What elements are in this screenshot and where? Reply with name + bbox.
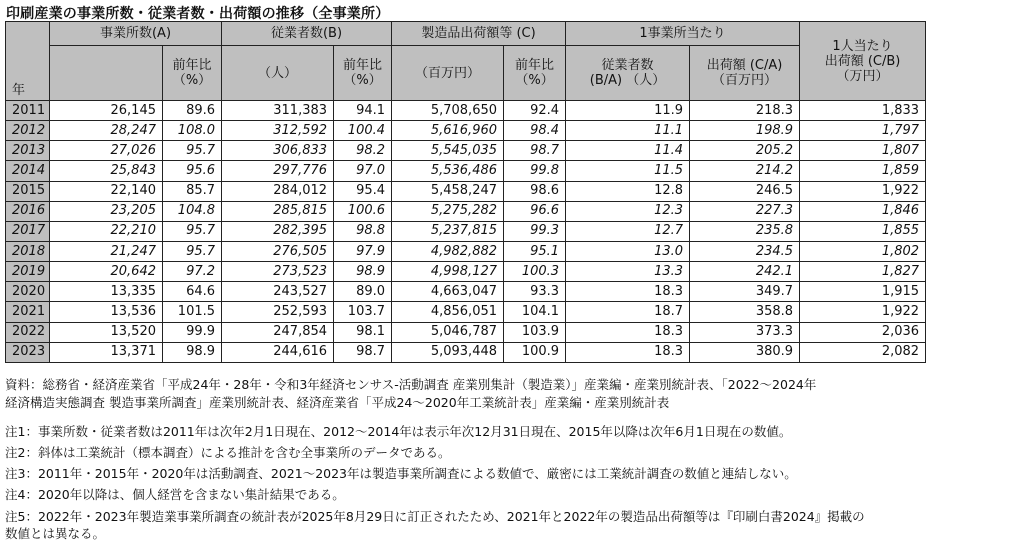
- year-column-header: 年: [6, 22, 50, 101]
- cell-ship-yoy: 104.1: [504, 302, 566, 322]
- cell-emp-yoy: 97.9: [334, 241, 392, 261]
- cell-est-yoy: 97.2: [163, 262, 222, 282]
- cell-emp-yoy: 100.4: [334, 121, 392, 141]
- cell-est-yoy: 95.7: [163, 241, 222, 261]
- cell-est: 21,247: [50, 241, 163, 261]
- cell-emp: 276,505: [222, 241, 334, 261]
- cell-ship-per-est: 214.2: [690, 161, 800, 181]
- cell-est: 25,843: [50, 161, 163, 181]
- cell-ship: 5,046,787: [392, 322, 504, 342]
- cell-ship-per-person: 1,922: [800, 181, 926, 201]
- cell-emp-per-est: 18.7: [566, 302, 690, 322]
- cell-emp-yoy: 97.0: [334, 161, 392, 181]
- establishments-subheader: [50, 46, 163, 101]
- cell-ship-per-person: 1,859: [800, 161, 926, 181]
- table-body: [6, 101, 926, 363]
- cell-est: 22,140: [50, 181, 163, 201]
- employees-unit-header: （人）: [222, 46, 334, 101]
- cell-ship-yoy: 99.3: [504, 221, 566, 241]
- cell-est-yoy: 89.6: [163, 101, 222, 121]
- cell-est: 22,210: [50, 221, 163, 241]
- cell-ship-yoy: 100.3: [504, 262, 566, 282]
- cell-ship-yoy: 96.6: [504, 201, 566, 221]
- cell-ship: 5,275,282: [392, 201, 504, 221]
- cell-emp-per-est: 12.3: [566, 201, 690, 221]
- cell-est: 13,371: [50, 342, 163, 362]
- year-cell: 2018: [6, 241, 50, 261]
- cell-emp-yoy: 89.0: [334, 282, 392, 302]
- cell-ship-per-est: 198.9: [690, 121, 800, 141]
- cell-ship: 4,856,051: [392, 302, 504, 322]
- cell-ship-per-person: 1,827: [800, 262, 926, 282]
- table-title: 印刷産業の事業所数・従業者数・出荷額の推移（全事業所）: [6, 6, 390, 22]
- cell-emp: 247,854: [222, 322, 334, 342]
- year-cell: 2012: [6, 121, 50, 141]
- cell-emp: 282,395: [222, 221, 334, 241]
- cell-emp-yoy: 98.8: [334, 221, 392, 241]
- cell-est-yoy: 99.9: [163, 322, 222, 342]
- per-person-header-line3: （万円）: [836, 68, 889, 84]
- note-5-line1: 注5：2022年・2023年製造業事業所調査の統計表が2025年8月29日に訂正されたため、2021年と2022年の製造品出荷額等は『印刷白書2024』掲載の: [5, 509, 865, 524]
- cell-est: 13,536: [50, 302, 163, 322]
- yoy-label: 前年比: [343, 58, 383, 73]
- employees-header: 従業者数(B): [222, 22, 392, 46]
- cell-ship-per-est: 373.3: [690, 322, 800, 342]
- cell-ship-per-person: 1,802: [800, 241, 926, 261]
- table-row: [6, 121, 926, 141]
- cell-emp: 306,833: [222, 141, 334, 161]
- cell-emp: 285,815: [222, 201, 334, 221]
- cell-emp-per-est: 11.1: [566, 121, 690, 141]
- cell-emp-yoy: 98.9: [334, 262, 392, 282]
- cell-ship-yoy: 100.9: [504, 342, 566, 362]
- cell-ship-per-person: 1,797: [800, 121, 926, 141]
- cell-ship-per-person: 1,833: [800, 101, 926, 121]
- cell-ship-per-est: 242.1: [690, 262, 800, 282]
- per-establishment-header: 1事業所当たり: [566, 22, 800, 46]
- cell-ship: 5,708,650: [392, 101, 504, 121]
- cell-emp-per-est: 12.7: [566, 221, 690, 241]
- ship-per-est-line1: 出荷額 (C/A): [706, 58, 783, 73]
- source-note-line1: 資料：総務省・経済産業省「平成24年・28年・令和3年経済センサス-活動調査 産業別集計（製造業）」産業編・産業別統計表、「2022～2024年: [5, 377, 817, 392]
- cell-ship-per-person: 2,036: [800, 322, 926, 342]
- cell-ship-per-est: 358.8: [690, 302, 800, 322]
- note-1: 注1：事業所数・従業者数は2011年は次年2月1日現在、2012～2014年は表示年次12月31日現在、2015年以降は次年6月1日現在の数値。: [5, 424, 792, 439]
- year-cell: 2017: [6, 221, 50, 241]
- cell-ship-per-est: 246.5: [690, 181, 800, 201]
- cell-ship: 5,093,448: [392, 342, 504, 362]
- table-row: [6, 101, 926, 121]
- cell-ship-per-person: 1,846: [800, 201, 926, 221]
- cell-ship: 5,458,247: [392, 181, 504, 201]
- percent-unit: （%）: [343, 73, 382, 88]
- cell-ship-per-est: 227.3: [690, 201, 800, 221]
- cell-est: 20,642: [50, 262, 163, 282]
- cell-emp-per-est: 12.8: [566, 181, 690, 201]
- cell-ship-per-est: 234.5: [690, 241, 800, 261]
- emp-per-est-line2: (B/A) （人）: [589, 73, 666, 88]
- cell-ship-per-est: 218.3: [690, 101, 800, 121]
- cell-est-yoy: 101.5: [163, 302, 222, 322]
- ship-per-est-line2: （百万円）: [712, 73, 778, 88]
- cell-ship: 4,982,882: [392, 241, 504, 261]
- cell-ship-yoy: 99.8: [504, 161, 566, 181]
- table-row: [6, 141, 926, 161]
- cell-ship-per-est: 380.9: [690, 342, 800, 362]
- cell-est-yoy: 95.7: [163, 221, 222, 241]
- year-cell: 2023: [6, 342, 50, 362]
- statistics-table: [5, 21, 926, 363]
- cell-ship-yoy: 92.4: [504, 101, 566, 121]
- cell-ship-yoy: 103.9: [504, 322, 566, 342]
- cell-emp-per-est: 11.5: [566, 161, 690, 181]
- cell-ship-yoy: 98.6: [504, 181, 566, 201]
- cell-ship: 5,536,486: [392, 161, 504, 181]
- cell-est: 26,145: [50, 101, 163, 121]
- year-cell: 2021: [6, 302, 50, 322]
- cell-ship-yoy: 95.1: [504, 241, 566, 261]
- cell-est: 28,247: [50, 121, 163, 141]
- cell-emp: 297,776: [222, 161, 334, 181]
- cell-est-yoy: 85.7: [163, 181, 222, 201]
- per-person-header-line1: 1人当たり: [832, 38, 893, 54]
- per-person-header-line2: 出荷額 (C/B): [824, 53, 901, 69]
- per-person-header: [800, 22, 926, 101]
- cell-ship-per-person: 1,807: [800, 141, 926, 161]
- cell-ship-per-est: 235.8: [690, 221, 800, 241]
- cell-est-yoy: 104.8: [163, 201, 222, 221]
- cell-emp-yoy: 95.4: [334, 181, 392, 201]
- cell-emp-per-est: 11.9: [566, 101, 690, 121]
- emp-per-est-line1: 従業者数: [601, 58, 654, 73]
- cell-ship: 4,663,047: [392, 282, 504, 302]
- yoy-label: 前年比: [172, 58, 212, 73]
- establishments-header: 事業所数(A): [50, 22, 222, 46]
- percent-unit: （%）: [515, 73, 554, 88]
- cell-ship-per-person: 2,082: [800, 342, 926, 362]
- cell-emp-yoy: 103.7: [334, 302, 392, 322]
- cell-emp-per-est: 13.3: [566, 262, 690, 282]
- table-row: [6, 282, 926, 302]
- source-note-line2: 経済構造実態調査 製造事業所調査」産業別統計表、経済産業省「平成24～2020年工業統計表」産業編・産業別統計表: [5, 395, 670, 410]
- establishments-yoy-header: [163, 46, 222, 101]
- cell-emp: 284,012: [222, 181, 334, 201]
- year-cell: 2022: [6, 322, 50, 342]
- cell-emp-per-est: 18.3: [566, 342, 690, 362]
- cell-ship-per-est: 205.2: [690, 141, 800, 161]
- shipments-header: 製造品出荷額等 (C): [392, 22, 566, 46]
- cell-ship: 4,998,127: [392, 262, 504, 282]
- table-row: [6, 322, 926, 342]
- year-cell: 2020: [6, 282, 50, 302]
- employees-per-establishment-header: [566, 46, 690, 101]
- table-row: [6, 201, 926, 221]
- cell-est-yoy: 98.9: [163, 342, 222, 362]
- cell-emp: 252,593: [222, 302, 334, 322]
- note-2: 注2：斜体は工業統計（標本調査）による推計を含む全事業所のデータである。: [5, 445, 451, 460]
- shipments-per-establishment-header: [690, 46, 800, 101]
- year-cell: 2016: [6, 201, 50, 221]
- yoy-label: 前年比: [515, 58, 555, 73]
- cell-est-yoy: 108.0: [163, 121, 222, 141]
- cell-ship: 5,545,035: [392, 141, 504, 161]
- table-row: [6, 241, 926, 261]
- year-cell: 2013: [6, 141, 50, 161]
- cell-ship-per-person: 1,855: [800, 221, 926, 241]
- cell-ship-per-est: 349.7: [690, 282, 800, 302]
- cell-ship-yoy: 93.3: [504, 282, 566, 302]
- table-row: [6, 221, 926, 241]
- cell-est: 13,520: [50, 322, 163, 342]
- cell-ship-yoy: 98.7: [504, 141, 566, 161]
- cell-est: 23,205: [50, 201, 163, 221]
- cell-est-yoy: 95.7: [163, 141, 222, 161]
- cell-emp: 312,592: [222, 121, 334, 141]
- cell-emp: 244,616: [222, 342, 334, 362]
- table-row: [6, 302, 926, 322]
- year-cell: 2011: [6, 101, 50, 121]
- cell-emp-yoy: 98.1: [334, 322, 392, 342]
- note-3: 注3：2011年・2015年・2020年は活動調査、2021～2023年は製造事業所調査による数値で、厳密には工業統計調査の数値と連結しない。: [5, 466, 797, 481]
- shipments-yoy-header: [504, 46, 566, 101]
- cell-est-yoy: 95.6: [163, 161, 222, 181]
- cell-emp: 243,527: [222, 282, 334, 302]
- cell-est: 13,335: [50, 282, 163, 302]
- shipments-unit-header: （百万円）: [392, 46, 504, 101]
- year-cell: 2019: [6, 262, 50, 282]
- cell-est: 27,026: [50, 141, 163, 161]
- cell-ship-yoy: 98.4: [504, 121, 566, 141]
- cell-est-yoy: 64.6: [163, 282, 222, 302]
- table-row: [6, 262, 926, 282]
- cell-emp-yoy: 94.1: [334, 101, 392, 121]
- cell-ship: 5,237,815: [392, 221, 504, 241]
- cell-ship-per-person: 1,922: [800, 302, 926, 322]
- cell-emp-yoy: 100.6: [334, 201, 392, 221]
- cell-emp-per-est: 18.3: [566, 282, 690, 302]
- cell-emp-yoy: 98.2: [334, 141, 392, 161]
- cell-emp-yoy: 98.7: [334, 342, 392, 362]
- note-4: 注4：2020年以降は、個人経営を含まない集計結果である。: [5, 487, 345, 502]
- year-cell: 2014: [6, 161, 50, 181]
- percent-unit: （%）: [172, 73, 212, 88]
- employees-yoy-header: [334, 46, 392, 101]
- cell-emp-per-est: 11.4: [566, 141, 690, 161]
- cell-emp-per-est: 13.0: [566, 241, 690, 261]
- cell-ship: 5,616,960: [392, 121, 504, 141]
- cell-emp: 311,383: [222, 101, 334, 121]
- year-cell: 2015: [6, 181, 50, 201]
- table-row: [6, 161, 926, 181]
- cell-emp-per-est: 18.3: [566, 322, 690, 342]
- cell-ship-per-person: 1,915: [800, 282, 926, 302]
- table-row: [6, 342, 926, 362]
- table-row: [6, 181, 926, 201]
- note-5-line2: 数値とは異なる。: [5, 526, 106, 541]
- cell-emp: 273,523: [222, 262, 334, 282]
